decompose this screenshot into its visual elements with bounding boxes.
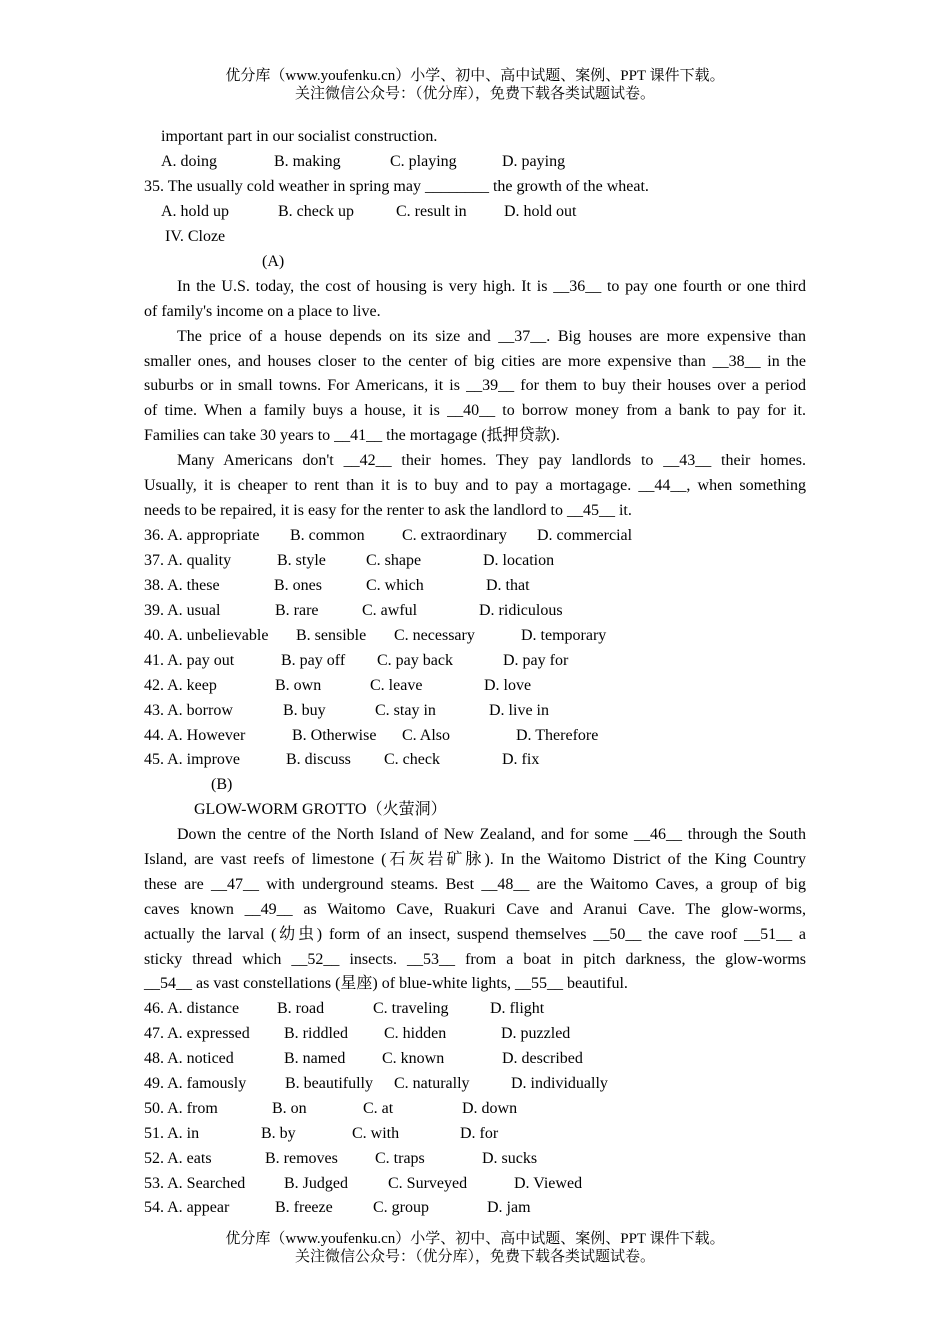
option-b: B. rare [275, 602, 319, 619]
passage-b-title: GLOW-WORM GROTTO（火萤洞） [194, 801, 447, 818]
passage-a-line: Families can take 30 years to __41__ the mortagage (抵押贷款). [144, 427, 560, 444]
option-a: 49. A. famously [144, 1075, 247, 1092]
option-a: A. hold up [161, 203, 229, 220]
option-d: D. flight [490, 1000, 545, 1017]
page-footer [0, 1230, 950, 1266]
option-d: D. jam [487, 1199, 531, 1216]
option-c: C. check [384, 751, 440, 768]
passage-b-line: these are __47__ with underground steams. Best __48__ are the Waitomo Caves, a group of big [144, 876, 806, 893]
option-b: B. making [274, 153, 341, 170]
option-a: 51. A. in [144, 1125, 200, 1142]
option-c: C. traveling [373, 1000, 449, 1017]
option-a: A. doing [161, 153, 217, 170]
option-a: 44. A. However [144, 727, 246, 744]
option-c: C. at [363, 1100, 394, 1117]
passage-a-line: needs to be repaired, it is easy for the renter to ask the landlord to __45__ it. [144, 502, 632, 519]
option-d: D. temporary [521, 627, 607, 644]
option-a: 43. A. borrow [144, 702, 233, 719]
option-a: 40. A. unbelievable [144, 627, 269, 644]
option-b: B. discuss [286, 751, 351, 768]
option-a: 45. A. improve [144, 751, 240, 768]
option-d: D. ridiculous [479, 602, 563, 619]
option-b: B. freeze [275, 1199, 333, 1216]
passage-a-line: suburbs or in small towns. For Americans, it is __39__ for them to buy their houses over a period [144, 377, 806, 394]
option-c: C. known [382, 1050, 445, 1067]
option-a: 54. A. appear [144, 1199, 230, 1216]
option-b: B. Judged [284, 1175, 348, 1192]
passage-a-line: Many Americans don't __42__ their homes. They pay landlords to __43__ their homes. [177, 452, 806, 469]
option-d: D. live in [489, 702, 549, 719]
option-c: C. playing [390, 153, 457, 170]
option-b: B. check up [278, 203, 354, 220]
option-d: D. puzzled [501, 1025, 571, 1042]
option-c: C. Also [402, 727, 451, 744]
option-d: D. pay for [503, 652, 569, 669]
option-c: C. hidden [384, 1025, 447, 1042]
option-b: B. common [290, 527, 365, 544]
footer-line-1: 优分库（www.youfenku.cn）小学、初中、高中试题、案例、PPT 课件下载。 [225, 1231, 725, 1247]
option-d: D. location [483, 552, 555, 569]
option-c: C. group [373, 1199, 429, 1216]
q35-stem: 35. The usually cold weather in spring may ________ the growth of the wheat. [144, 178, 649, 195]
option-b: B. on [272, 1100, 307, 1117]
passage-b-line: __54__ as vast constellations (星座) of blue-white lights, __55__ beautiful. [144, 975, 628, 992]
option-b: B. pay off [281, 652, 346, 669]
page-header [0, 67, 950, 103]
option-b: B. style [277, 552, 326, 569]
option-d: D. down [462, 1100, 518, 1117]
option-b: B. named [284, 1050, 346, 1067]
passage-b-line: actually the larval (幼虫) form of an insect, suspend themselves __50__ the cave roof __51__ a [144, 926, 806, 943]
option-c: C. shape [366, 552, 422, 569]
option-c: C. naturally [394, 1075, 470, 1092]
option-a: 52. A. eats [144, 1150, 212, 1167]
option-a: 42. A. keep [144, 677, 217, 694]
option-c: C. result in [396, 203, 467, 220]
option-d: D. for [460, 1125, 499, 1142]
option-a: 37. A. quality [144, 552, 232, 569]
option-c: C. pay back [377, 652, 453, 669]
option-b: B. road [277, 1000, 325, 1017]
option-a: 50. A. from [144, 1100, 218, 1117]
passage-b-line: Island, are vast reefs of limestone (石灰岩矿脉). In the Waitomo District of the King Country [144, 851, 806, 868]
option-c: C. traps [375, 1150, 425, 1167]
passage-a-label: (A) [262, 253, 285, 270]
passage-b-line: caves known __49__ as Waitomo Cave, Ruakuri Cave and Aranui Cave. The glow-worms, [144, 901, 806, 918]
option-a: 48. A. noticed [144, 1050, 234, 1067]
option-b: B. riddled [284, 1025, 348, 1042]
option-d: D. hold out [504, 203, 577, 220]
passage-a-line: of family's income on a place to live. [144, 303, 381, 320]
option-a: 53. A. Searched [144, 1175, 246, 1192]
option-c: C. necessary [394, 627, 475, 644]
section-title: IV. Cloze [165, 228, 226, 245]
option-b: B. by [261, 1125, 296, 1142]
option-c: C. stay in [375, 702, 436, 719]
option-d: D. that [486, 577, 530, 594]
option-a: 38. A. these [144, 577, 220, 594]
header-line-2: 关注微信公众号：（优分库），免费下载各类试题试卷。 [294, 86, 655, 102]
passage-a-line: The price of a house depends on its size and __37__. Big houses are more expensive than [177, 328, 806, 345]
option-d: D. paying [502, 153, 566, 170]
option-d: D. sucks [482, 1150, 538, 1167]
q34-tail: important part in our socialist construction. [161, 128, 438, 145]
option-c: C. awful [362, 602, 418, 619]
passage-b-line: Down the centre of the North Island of New Zealand, and for some __46__ through the South [177, 826, 806, 843]
option-d: D. individually [511, 1075, 608, 1092]
header-line-1: 优分库（www.youfenku.cn）小学、初中、高中试题、案例、PPT 课件下载。 [225, 68, 725, 84]
option-c: C. Surveyed [388, 1175, 468, 1192]
passage-b-label: (B) [211, 776, 233, 793]
option-b: B. removes [265, 1150, 338, 1167]
passage-b-line: sticky thread which __52__ insects. __53__ from a boat in pitch darkness, the glow-worms [144, 951, 806, 968]
option-b: B. ones [274, 577, 322, 594]
passage-a-line: smaller ones, and houses closer to the center of big cities are more expensive than __38__ in the [144, 353, 806, 370]
option-b: B. beautifully [285, 1075, 373, 1092]
option-a: 39. A. usual [144, 602, 221, 619]
option-d: D. described [502, 1050, 583, 1067]
option-d: D. love [484, 677, 532, 694]
option-b: B. sensible [296, 627, 367, 644]
option-a: 46. A. distance [144, 1000, 240, 1017]
option-d: D. commercial [537, 527, 633, 544]
option-a: 47. A. expressed [144, 1025, 250, 1042]
option-d: D. fix [502, 751, 540, 768]
option-c: C. which [366, 577, 424, 594]
footer-line-2: 关注微信公众号：（优分库），免费下载各类试题试卷。 [294, 1249, 655, 1265]
passage-a-line: Usually, it is cheaper to rent than it is to buy and to pay a mortagage. __44__, when something [144, 477, 806, 494]
option-a: 36. A. appropriate [144, 527, 260, 544]
option-b: B. buy [283, 702, 326, 719]
passage-a-line: of time. When a family buys a house, it is __40__ to borrow money from a bank to pay for it. [144, 402, 806, 419]
passage-a-line: In the U.S. today, the cost of housing is very high. It is __36__ to pay one fourth or one third [177, 278, 806, 295]
option-d: D. Viewed [514, 1175, 583, 1192]
option-b: B. Otherwise [292, 727, 377, 744]
option-b: B. own [275, 677, 322, 694]
option-c: C. extraordinary [402, 527, 507, 544]
option-d: D. Therefore [516, 727, 599, 744]
option-c: C. with [352, 1125, 400, 1142]
option-a: 41. A. pay out [144, 652, 235, 669]
option-c: C. leave [370, 677, 423, 694]
